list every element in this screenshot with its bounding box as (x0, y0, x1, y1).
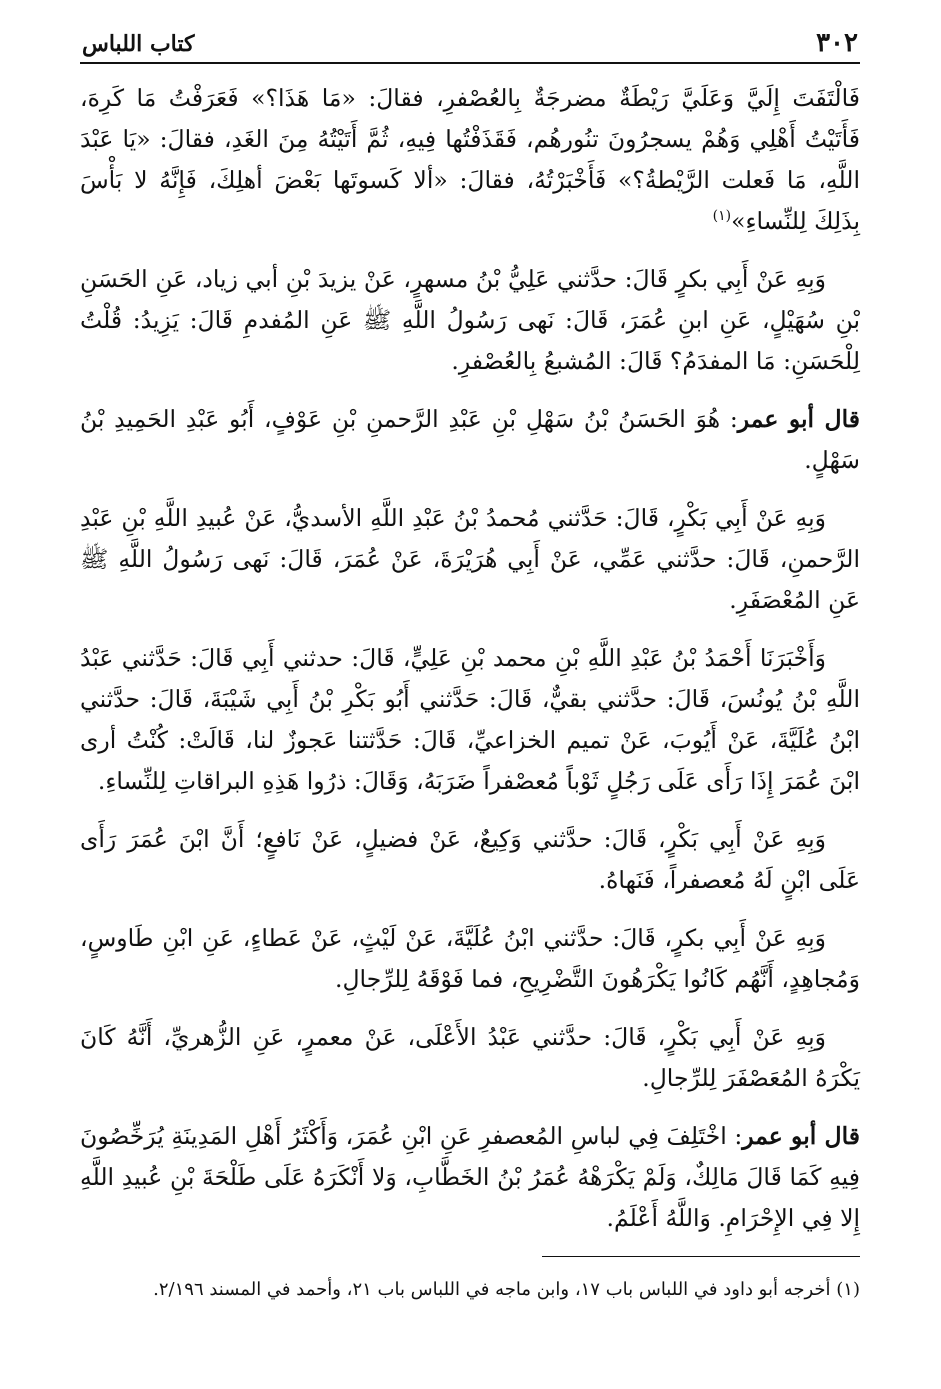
footnote: (١) أخرجه أبو داود في اللباس باب ١٧، وابن ماجه في اللباس باب ٢١، وأحمد في المسند ٢/١٩٦. (153, 1279, 860, 1300)
paragraph-8 (80, 1017, 860, 1099)
main-text (80, 78, 860, 1239)
paragraph-1 (80, 78, 860, 242)
paragraph-3 (80, 399, 860, 481)
paragraph-text: وَبِهِ عَنْ أَبِي بكرٍ، قَالَ: حدَّثني ابْنُ عُلَيَّةَ، عَنْ لَيْثٍ، عَنْ عَطاءٍ، عَنِ ابْنِ طَاوسٍ، وَمُجاهِدٍ، أَنَّهُم كَانُوا يَكْرَهُونَ التَّضْرِيحِ، فما فَوْقَهُ لِلرِّجالِ. (80, 924, 860, 993)
paragraph-text: : اخْتَلِفَ فِي لباسِ المُعصفرِ عَنِ ابْنِ عُمَرَ، وَأَكْثَرُ أَهْلِ المَدِينَةِ يُرَخِّصُونَ فِيهِ كَمَا قَالَ مَالِكٌ، وَلَمْ يَكْرَهْهُ عُمَرُ بْنُ الخَطَّابِ، وَلا أَنْكَرَهُ عَلَى طَلْحَةَ بْنِ عُبيدِ اللَّهِ إِلا فِي الإِحْرَامِ. وَاللَّهُ أَعْلَمُ. (80, 1122, 860, 1232)
paragraph-7 (80, 918, 860, 1000)
paragraph-text: : هُوَ الحَسَنُ بْنُ سَهْلِ بْنِ عَبْدِ الرَّحمنِ بْنِ عَوْفٍ، أَبُو عَبْدِ الحَمِيدِ بْنُ سَهْلٍ. (80, 405, 860, 474)
footnote-reference: (١) (712, 208, 732, 225)
footnote-divider (542, 1256, 860, 1257)
paragraph-2 (80, 259, 860, 382)
paragraph-6 (80, 819, 860, 901)
paragraph-5 (80, 638, 860, 802)
paragraph-4 (80, 498, 860, 621)
page-number: ٣٠٢ (816, 28, 858, 58)
paragraph-text: وَأَخْبَرَنَا أَحْمَدُ بْنُ عَبْدِ اللَّهِ بْنِ محمد بْنِ عَلِيٍّ، قَالَ: حدثني أَبِي قَالَ: حَدَّثني عَبْدُ اللَّهِ بْنُ يُونُسَ، قَالَ: حدَّثني بقيٌّ، قَالَ: حَدَّثني أَبُو بَكْرِ بْنُ أَبِي شَيْبَةَ، قَالَ: حدَّثني ابْنُ عُلَيَّةَ، عَنْ أَيُوبَ، عَنْ تميم الخزاعيِّ، قَالَ: حَدَّثتنا عَجوزٌ لنا، قَالَتْ: كُنْتُ أرى ابْنَ عُمَرَ إِذَا رَأَى عَلَى رَجُلٍ ثَوْباً مُعصْفراً ضَرَبَهُ، وَقَالَ: ذرُوا هَذِهِ البراقاتِ لِلنِّساءِ. (80, 644, 860, 795)
book-page (80, 22, 860, 1362)
paragraph-text: وَبِهِ عَنْ أَبِي بَكْرٍ، قَالَ: حَدَّثني مُحمدُ بْنُ عَبْدِ اللَّهِ الأسديُّ، عَنْ عُبيدِ اللَّهِ بْنِ عَبْدِ الرَّحمنِ، قَالَ: حدَّثني عَمِّي، عَنْ أَبِي هُرَيْرَةَ، عَنْ عُمَرَ، قَالَ: نَهى رَسُولُ اللَّهِ ﷺ عَنِ المُعْصَفَرِ. (80, 504, 860, 614)
book-title: كتاب اللباس (82, 31, 195, 57)
running-header (80, 22, 860, 64)
speaker-label: قال أبو عمر (737, 405, 860, 433)
paragraph-text: وَبِهِ عَنْ أَبِي بَكْرٍ، قَالَ: حدَّثني عَبْدُ الأَعْلَى، عَنْ معمرٍ، عَنِ الزُّهريِّ، أَنَّهُ كَانَ يَكْرَهُ المُعَصْفَرَ لِلرِّجالِ. (80, 1023, 860, 1092)
paragraph-9 (80, 1116, 860, 1239)
paragraph-text: وَبِهِ عَنْ أَبِي بكرٍ قَالَ: حدَّثني عَلِيُّ بْنُ مسهرٍ، عَنْ يزيدَ بْنِ أبي زياد، عَنِ الحَسَنِ بْنِ سُهَيْلٍ، عَنِ ابنِ عُمَرَ، قَالَ: نَهى رَسُولُ اللَّهِ ﷺ عَنِ المُفدمِ قَالَ: يَزِيدُ: قُلْتُ لِلْحَسَنِ: مَا المفدَمُ؟ قَالَ: المُشبعُ بِالعُصْفرِ. (80, 265, 860, 375)
paragraph-text: وَبِهِ عَنْ أَبِي بَكْرٍ، قَالَ: حدَّثني وَكِيعٌ، عَنْ فضيلٍ، عَنْ نَافعٍ؛ أَنَّ ابْنَ عُمَرَ رَأَى عَلَى ابْنٍ لَهُ مُعصفراً، فَنَهاهُ. (80, 825, 860, 894)
paragraph-text: فَالْتَفَتَ إِلَيَّ وَعَلَيَّ رَيْطَةٌ مضرجَةٌ بِالعُصْفرِ، فقالَ: «مَا هَذَا؟» فَعَرَفْتُ مَا كَرِهَ، فَأَتَيْتُ أَهْلِي وَهُمْ يسجرُونَ تنُورهُم، فَقَذَفْتُها فِيهِ، ثُمَّ أَتَيْتُهُ مِنَ الغَدِ، فقالَ: «يَا عَبْدَ اللَّهِ، مَا فَعلت الرَّيْطةُ؟» فَأَخْبَرْتُهُ، فقالَ: «ألا كَسوتَها بَعْضَ أهلِكَ، فَإِنَّهُ لا بَأْسَ بِذَلِكَ لِلنِّساءِ» (80, 84, 860, 235)
speaker-label: قال أبو عمر (742, 1122, 860, 1150)
